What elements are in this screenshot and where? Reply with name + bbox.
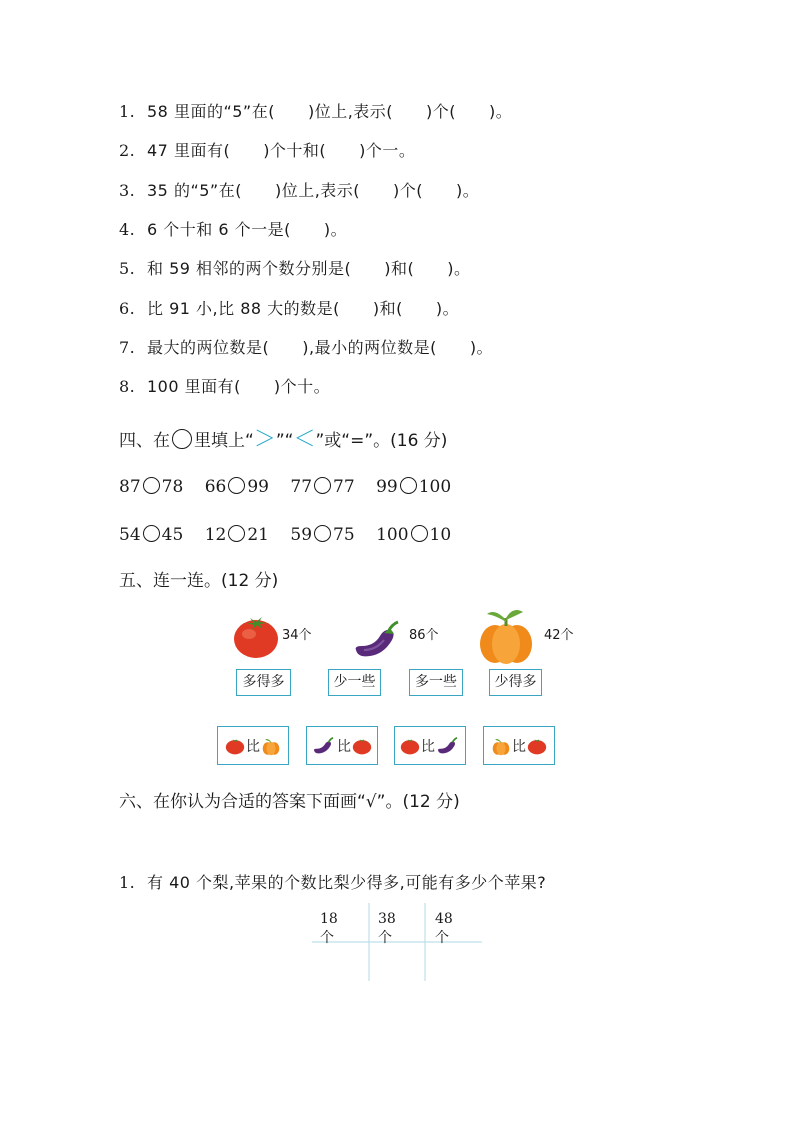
compare-item bbox=[119, 525, 183, 545]
question-text: 35 的“5”在( )位上,表示( )个( )。 bbox=[147, 181, 480, 200]
question-text: 58 里面的“5”在( )位上,表示( )个( )。 bbox=[147, 102, 513, 121]
answer-circle[interactable] bbox=[411, 525, 428, 542]
compare-right: 10 bbox=[429, 525, 452, 545]
compare-item bbox=[376, 477, 451, 497]
section-4-sep: ”“ bbox=[275, 431, 294, 451]
compare-item bbox=[290, 477, 354, 497]
question-text: 和 59 相邻的两个数分别是( )和( )。 bbox=[147, 259, 471, 278]
eggplant-icon bbox=[436, 737, 460, 755]
answer-cell-48[interactable] bbox=[426, 943, 482, 981]
tomato-icon bbox=[232, 612, 280, 660]
compare-left: 66 bbox=[204, 477, 227, 497]
compare-left: 99 bbox=[376, 477, 398, 497]
question-text: 100 里面有( )个十。 bbox=[147, 377, 331, 396]
compare-right: 99 bbox=[247, 477, 269, 497]
compare-right: 21 bbox=[247, 525, 269, 545]
tomato-icon bbox=[225, 737, 245, 755]
eggplant-icon bbox=[352, 620, 404, 660]
pair-word: 比 bbox=[337, 738, 351, 755]
question-1 bbox=[119, 99, 512, 122]
compare-item bbox=[119, 477, 183, 497]
section-6-title: 六、在你认为合适的答案下面画“√”。(12 分) bbox=[119, 792, 460, 812]
eggplant-count: 86个 bbox=[409, 628, 439, 643]
compare-left: 59 bbox=[290, 525, 313, 545]
answer-circle[interactable] bbox=[314, 525, 331, 542]
greater-than-symbol: ＞ bbox=[253, 427, 276, 452]
option-box-much-more[interactable]: 多得多 bbox=[236, 669, 291, 696]
question-4 bbox=[119, 217, 347, 240]
pumpkin-icon bbox=[261, 736, 281, 756]
compare-left: 77 bbox=[290, 477, 313, 497]
compare-left: 87 bbox=[119, 477, 141, 497]
option-18: 18 个 bbox=[320, 911, 338, 946]
pumpkin-count: 42个 bbox=[544, 628, 574, 643]
eggplant-icon bbox=[312, 737, 336, 755]
question-number: 3. bbox=[119, 181, 136, 200]
compare-item bbox=[205, 477, 269, 497]
compare-row-1 bbox=[119, 477, 467, 497]
compare-item bbox=[290, 525, 354, 545]
question-3 bbox=[119, 178, 479, 201]
section-6-question-1 bbox=[119, 870, 546, 893]
option-38: 38 个 bbox=[378, 911, 396, 946]
section-5-title: 五、连一连。(12 分) bbox=[119, 571, 279, 591]
question-8 bbox=[119, 374, 330, 397]
pair-tomato-vs-eggplant[interactable] bbox=[394, 726, 466, 765]
section-4-title bbox=[119, 422, 447, 453]
question-number: 7. bbox=[119, 338, 136, 357]
compare-item bbox=[205, 525, 269, 545]
question-text: 6 个十和 6 个一是( )。 bbox=[147, 220, 348, 239]
tomato-icon bbox=[352, 737, 372, 755]
question-5 bbox=[119, 256, 471, 279]
option-48: 48 个 bbox=[435, 911, 453, 946]
section-4-prefix: 四、在 bbox=[119, 431, 170, 451]
compare-row-2 bbox=[119, 525, 467, 545]
answer-circle[interactable] bbox=[143, 477, 160, 494]
option-box-a-little-more[interactable]: 多一些 bbox=[409, 669, 463, 696]
compare-right: 45 bbox=[161, 525, 184, 545]
pair-word: 比 bbox=[512, 738, 526, 755]
pair-word: 比 bbox=[246, 738, 260, 755]
question-number: 2. bbox=[119, 141, 136, 160]
answer-circle[interactable] bbox=[400, 477, 417, 494]
question-7 bbox=[119, 335, 493, 358]
compare-right: 78 bbox=[161, 477, 184, 497]
tomato-icon bbox=[527, 737, 547, 755]
pumpkin-icon bbox=[475, 604, 537, 666]
question-number: 4. bbox=[119, 220, 136, 239]
pair-pumpkin-vs-tomato[interactable] bbox=[483, 726, 555, 765]
blank-circle-icon bbox=[172, 429, 192, 449]
question-number: 6. bbox=[119, 299, 136, 318]
compare-left: 12 bbox=[204, 525, 227, 545]
tomato-icon bbox=[400, 737, 420, 755]
answer-circle[interactable] bbox=[228, 525, 245, 542]
option-box-a-little-less[interactable]: 少一些 bbox=[328, 669, 381, 696]
compare-right: 75 bbox=[333, 525, 355, 545]
pair-eggplant-vs-tomato[interactable] bbox=[306, 726, 378, 765]
question-number: 1. bbox=[119, 873, 136, 892]
answer-cell-18[interactable] bbox=[312, 943, 368, 981]
compare-right: 77 bbox=[333, 477, 355, 497]
pumpkin-icon bbox=[491, 736, 511, 756]
pair-tomato-vs-pumpkin[interactable] bbox=[217, 726, 289, 765]
question-text: 有 40 个梨,苹果的个数比梨少得多,可能有多少个苹果? bbox=[147, 873, 547, 892]
compare-right: 100 bbox=[418, 477, 452, 497]
answer-cell-38[interactable] bbox=[370, 943, 424, 981]
answer-circle[interactable] bbox=[143, 525, 160, 542]
question-text: 最大的两位数是( ),最小的两位数是( )。 bbox=[147, 338, 494, 357]
answer-circle[interactable] bbox=[228, 477, 245, 494]
tomato-count: 34个 bbox=[282, 628, 312, 643]
compare-left: 54 bbox=[119, 525, 141, 545]
answer-circle[interactable] bbox=[314, 477, 331, 494]
question-text: 比 91 小,比 88 大的数是( )和( )。 bbox=[147, 299, 460, 318]
question-6 bbox=[119, 296, 459, 319]
section-4-mid: 里填上“ bbox=[194, 431, 254, 451]
question-number: 8. bbox=[119, 377, 136, 396]
option-box-much-less[interactable]: 少得多 bbox=[489, 669, 542, 696]
section-4-suffix: ”或“=”。(16 分) bbox=[315, 431, 448, 451]
question-number: 5. bbox=[119, 259, 136, 278]
less-than-symbol: ＜ bbox=[293, 427, 316, 452]
compare-left: 100 bbox=[376, 525, 409, 545]
question-number: 1. bbox=[119, 102, 136, 121]
question-text: 47 里面有( )个十和( )个一。 bbox=[147, 141, 416, 160]
compare-item bbox=[376, 525, 451, 545]
pair-word: 比 bbox=[421, 738, 435, 755]
question-2 bbox=[119, 138, 415, 161]
